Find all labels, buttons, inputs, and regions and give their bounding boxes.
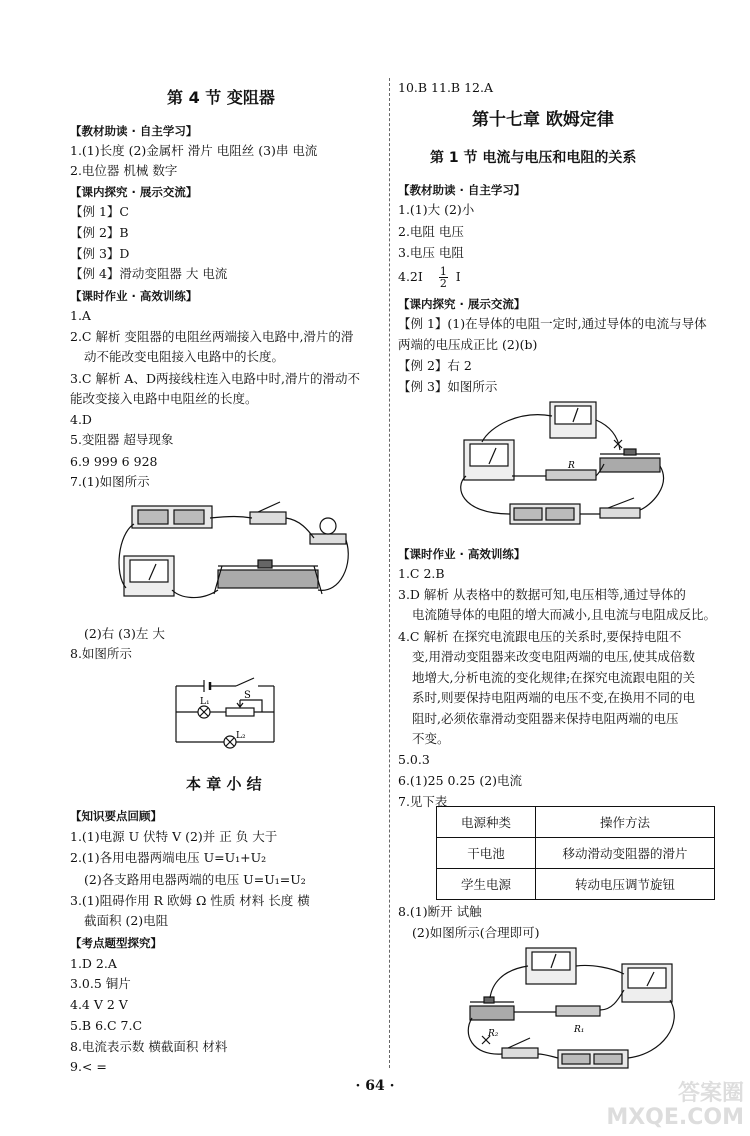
answer-line: 【例 1】C: [70, 204, 129, 219]
fraction: [439, 266, 448, 289]
answer-line: 5.0.3: [398, 752, 430, 767]
switch-label: S: [244, 690, 251, 701]
summary-title: 本 章 小 结: [186, 775, 262, 793]
page-number: · 64 ·: [355, 1078, 395, 1094]
table-cell: 转动电压调节旋钮: [536, 869, 715, 900]
answer-line: 【例 3】如图所示: [398, 379, 498, 394]
answer-line: (2)右 (3)左 大: [84, 626, 165, 641]
section-heading: 【教材助读 · 自主学习】: [70, 124, 198, 138]
fraction-numerator: 1: [439, 265, 447, 278]
answer-line: 3.D 解析 从表格中的数据可知,电压相等,通过导体的: [398, 587, 686, 602]
answer-line: 动不能改变电阻接入电路中的长度。: [84, 349, 285, 364]
section-heading: 【课内探究 · 展示交流】: [70, 185, 198, 199]
answer-line: 8.如图所示: [70, 646, 132, 661]
answer-line: 3.电压 电阻: [398, 245, 464, 260]
answer-line: 4.D: [70, 412, 92, 427]
answer-line: 电流随导体的电阻的增大而减小,且电流与电阻成反比。: [412, 607, 716, 622]
lamp-label: L₁: [200, 697, 210, 707]
chapter-title: 第十七章 欧姆定律: [472, 110, 614, 130]
answer-line: 2.C 解析 变阻器的电阻丝两端接入电路中,滑片的滑: [70, 329, 354, 344]
table-row: [437, 838, 715, 869]
answer-line: 5.变阻器 超导现象: [70, 432, 174, 447]
table-row: [437, 869, 715, 900]
answer-line: 10.B 11.B 12.A: [398, 80, 493, 95]
answer-line: 截面积 (2)电阻: [84, 913, 169, 928]
answer-line: 2.电阻 电压: [398, 224, 464, 239]
answer-line: 4.4 V 2 V: [70, 997, 128, 1012]
answer-line: 【例 4】滑动变阻器 大 电流: [70, 266, 228, 281]
answer-line: 3.C 解析 A、D两接线柱连入电路中时,滑片的滑动不: [70, 371, 360, 386]
answer-line: [398, 266, 461, 289]
answer-line: 7.(1)如图所示: [70, 474, 150, 489]
answer-line: 5.B 6.C 7.C: [70, 1018, 143, 1033]
section-heading: 【课时作业 · 高效训练】: [398, 547, 526, 561]
column-divider: [389, 78, 390, 1068]
answer-line: 1.C 2.B: [398, 566, 445, 581]
table-header-cell: 操作方法: [536, 807, 715, 838]
answer-line: 1.D 2.A: [70, 956, 117, 971]
answer-text: 4.2I: [398, 269, 423, 284]
answer-line: 【例 2】B: [70, 225, 129, 240]
table-cell: 移动滑动变阻器的滑片: [536, 838, 715, 869]
section-heading: 【课时作业 · 高效训练】: [70, 289, 198, 303]
circuit-diagram-figure: [170, 672, 280, 754]
lamp-label: L₂: [236, 731, 246, 741]
answer-line: 4.C 解析 在探究电流跟电压的关系时,要保持电阻不: [398, 629, 682, 644]
answer-line: 两端的电压成正比 (2)(b): [398, 337, 538, 352]
answer-line: 【例 1】(1)在导体的电阻一定时,通过导体的电流与导体: [398, 316, 707, 331]
answer-line: 8.电流表示数 横截面积 材料: [70, 1039, 228, 1054]
section-title: 第 1 节 电流与电压和电阻的关系: [430, 150, 637, 166]
answer-line: 【例 3】D: [70, 246, 130, 261]
answer-line: 变,用滑动变阻器来改变电阻两端的电压,使其成倍数: [412, 649, 695, 664]
resistor-label: R: [568, 461, 575, 471]
answer-line: 阻时,必须依靠滑动变阻器来保持电阻两端的电压: [412, 711, 679, 726]
section-heading: 【课内探究 · 展示交流】: [398, 297, 526, 311]
answer-line: 2.(1)各用电器两端电压 U=U₁+U₂: [70, 850, 267, 865]
fraction-denominator: 2: [439, 277, 447, 290]
answer-line: 6.(1)25 0.25 (2)电流: [398, 773, 523, 788]
answer-line: 系时,则要保持电阻两端的电压不变,在换用不同的电: [412, 690, 695, 705]
answer-line: 地增大,分析电流的变化规律;在探究电流跟电阻的关: [412, 670, 696, 685]
resistor-label: R₁: [574, 1025, 585, 1035]
answer-line: 2.电位器 机械 数字: [70, 163, 178, 178]
answer-line: 7.见下表: [398, 794, 448, 809]
answer-line: 8.(1)断开 试触: [398, 904, 482, 919]
answer-line: 1.(1)电源 U 伏特 V (2)并 正 负 大于: [70, 829, 278, 844]
answer-line: 1.(1)长度 (2)金属杆 滑片 电阻丝 (3)串 电流: [70, 143, 318, 158]
watermark: 答案圈 MXQE.COM: [606, 1081, 744, 1130]
resistor-label: R₂: [488, 1029, 499, 1039]
answer-line: 6.9 999 6 928: [70, 454, 158, 469]
table-cell: 干电池: [437, 838, 536, 869]
answer-line: 能改变接入电路中电阻丝的长度。: [70, 391, 258, 406]
answer-line: 1.A: [70, 308, 91, 323]
section-heading: 【知识要点回顾】: [70, 809, 162, 823]
answer-line: 9.< =: [70, 1059, 107, 1074]
section-heading: 【教材助读 · 自主学习】: [398, 183, 526, 197]
table-row: [437, 807, 715, 838]
answer-line: (2)各支路用电器两端的电压 U=U₁=U₂: [84, 872, 306, 887]
section-title: 第 4 节 变阻器: [167, 88, 275, 107]
operation-table: [436, 806, 715, 900]
circuit-apparatus-figure: [110, 494, 360, 612]
circuit-apparatus-figure: [462, 944, 686, 1070]
answer-line: (2)如图所示(合理即可): [412, 925, 540, 940]
table-header-cell: 电源种类: [437, 807, 536, 838]
answer-line: 3.(1)阻碍作用 R 欧姆 Ω 性质 材料 长度 横: [70, 893, 310, 908]
answer-line: 1.(1)大 (2)小: [398, 202, 475, 217]
answer-line: 不变。: [412, 731, 450, 746]
table-cell: 学生电源: [437, 869, 536, 900]
answer-line: 3.0.5 铜片: [70, 976, 131, 991]
circuit-apparatus-figure: [450, 396, 670, 536]
section-heading: 【考点题型探究】: [70, 936, 162, 950]
answer-text: I: [455, 269, 461, 284]
answer-line: 【例 2】右 2: [398, 358, 472, 373]
